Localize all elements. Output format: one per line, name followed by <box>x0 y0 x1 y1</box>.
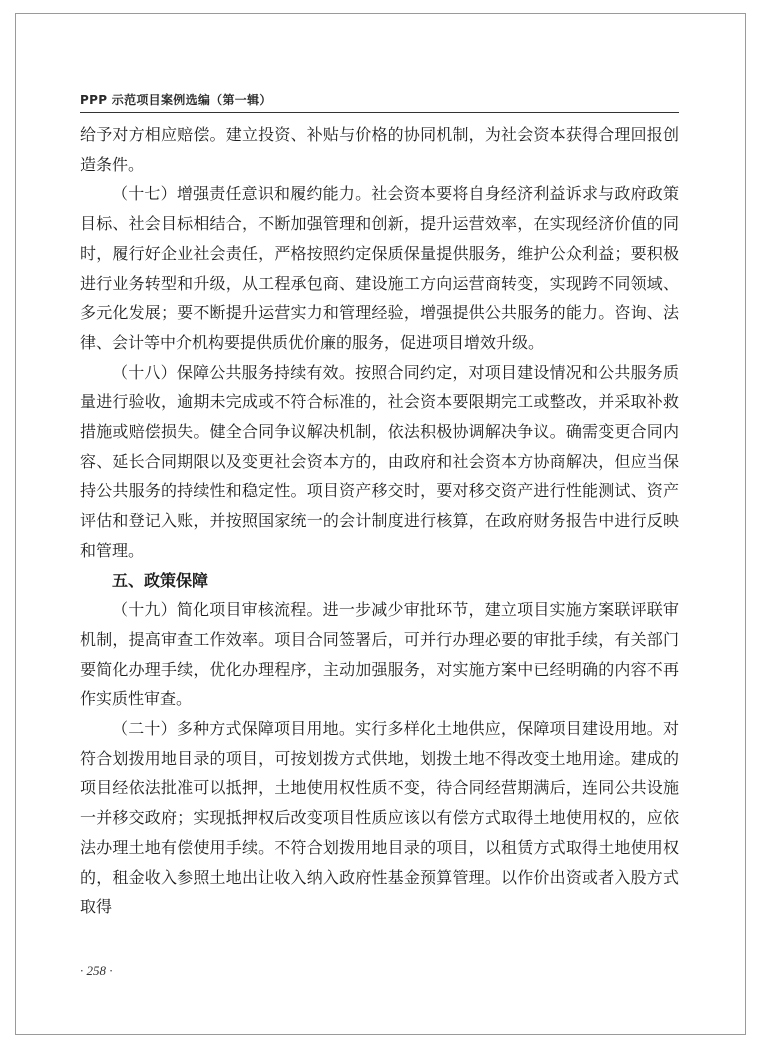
paragraph-20: （二十）多种方式保障项目用地。实行多样化土地供应，保障项目建设用地。对符合划拨用地目录的项目，可按划拨方式供地，划拨土地不得改变土地用途。建成的项目经依法批准可以抵押，土地使用权性质不变，待合同经营期满后，连同公共设施一并移交政府；实现抵押权后改变项目性质应该以有偿方式取得土地使用权的，应依法办理土地有偿使用手续。不符合划拨用地目录的项目，以租赁方式取得土地使用权的，租金收入参照土地出让收入纳入政府性基金预算管理。以作价出资或者入股方式取得 <box>80 719 679 917</box>
paragraph-18: （十八）保障公共服务持续有效。按照合同约定，对项目建设情况和公共服务质量进行验收，逾期未完成或不符合标准的，社会资本要限期完工或整改，并采取补救措施或赔偿损失。健全合同争议解决机制，依法积极协调解决争议。确需变更合同内容、延长合同期限以及变更社会资本方的，由政府和社会资本方协商解决，但应当保持公共服务的持续性和稳定性。项目资产移交时，要对移交资产进行性能测试、资产评估和登记入账，并按照国家统一的会计制度进行核算，在政府财务报告中进行反映和管理。 <box>80 362 679 560</box>
section-heading: 五、政策保障 <box>112 570 209 590</box>
paragraph-17: （十七）增强责任意识和履约能力。社会资本要将自身经济利益诉求与政府政策目标、社会目标相结合，不断加强管理和创新，提升运营效率，在实现经济价值的同时，履行好企业社会责任，严格按照约定保质保量提供服务，维护公众利益；要积极进行业务转型和升级，从工程承包商、建设施工方向运营商转变，实现跨不同领域、多元化发展；要不断提升运营实力和管理经验，增强提供公共服务的能力。咨询、法律、会计等中介机构要提供质优价廉的服务，促进项目增效升级。 <box>80 184 679 352</box>
body-text <box>80 120 679 922</box>
paragraph-19: （十九）简化项目审核流程。进一步减少审批环节，建立项目实施方案联评联审机制，提高审查工作效率。项目合同签署后，可并行办理必要的审批手续，有关部门要简化办理手续，优化办理程序，主动加强服务，对实施方案中已经明确的内容不再作实质性审查。 <box>80 600 679 709</box>
running-head: PPP 示范项目案例选编（第一辑） <box>80 93 272 107</box>
header-rule <box>80 112 679 113</box>
page-number: · 258 · <box>80 963 113 978</box>
paragraph-continuation: 给予对方相应赔偿。建立投资、补贴与价格的协同机制，为社会资本获得合理回报创造条件。 <box>80 125 679 174</box>
